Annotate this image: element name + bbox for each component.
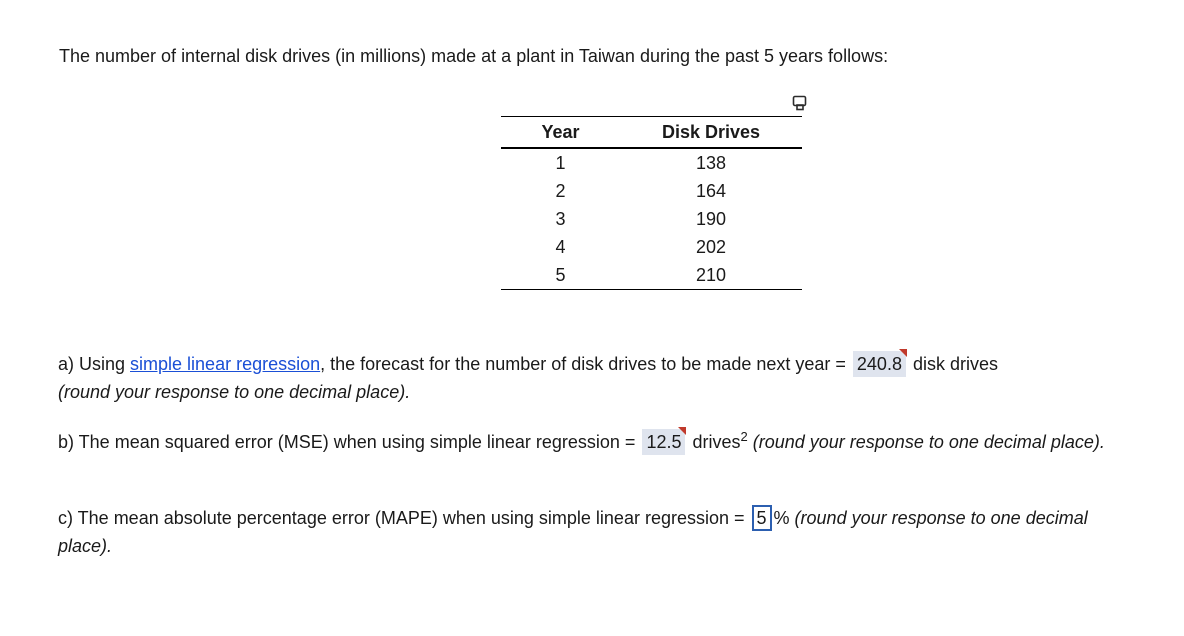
problem-statement: The number of internal disk drives (in millions) made at a plant in Taiwan during the past 5 years follows: — [59, 46, 889, 66]
mape-input[interactable]: 5 — [752, 505, 772, 531]
question-b-unit-exponent: 2 — [740, 429, 748, 444]
forecast-answer-value: 240.8 — [856, 354, 902, 374]
table-row — [501, 177, 802, 205]
question-b-unit: drives — [687, 432, 741, 452]
mse-answer[interactable] — [642, 429, 685, 455]
question-c-hint: (round your response to one decimal place). — [58, 508, 1088, 556]
cell-disk-drives: 190 — [695, 208, 727, 229]
question-b-hint: (round your response to one decimal place). — [747, 432, 1105, 452]
question-c — [58, 504, 1118, 560]
feedback-flag-icon — [678, 427, 686, 435]
question-b-prefix: b) The mean squared error (MSE) when using simple linear regression = — [58, 432, 641, 452]
disk-drives-table — [501, 116, 802, 290]
copy-icon[interactable] — [792, 95, 808, 111]
table-row — [501, 233, 802, 261]
cell-year: 3 — [555, 208, 566, 229]
feedback-flag-icon — [899, 349, 907, 357]
cell-year: 2 — [555, 180, 566, 201]
question-b — [58, 428, 1118, 456]
table-row — [501, 261, 802, 290]
question-a-hint: (round your response to one decimal place). — [58, 382, 411, 402]
question-a-unit: disk drives — [907, 354, 998, 374]
cell-year: 4 — [555, 236, 566, 257]
cell-year: 5 — [501, 261, 620, 290]
cell-disk-drives: 138 — [695, 152, 727, 173]
table-row — [501, 205, 802, 233]
table-row — [501, 148, 802, 177]
header-year: Year — [501, 117, 620, 149]
cell-year: 1 — [555, 152, 566, 173]
header-disk-drives: Disk Drives — [620, 117, 802, 149]
question-a-prefix: a) Using — [58, 354, 131, 374]
cell-disk-drives: 202 — [695, 236, 727, 257]
question-c-prefix: c) The mean absolute percentage error (MAPE) when using simple linear regression = — [58, 508, 750, 528]
simple-linear-regression-link[interactable]: simple linear regression — [130, 354, 321, 374]
cell-disk-drives: 210 — [620, 261, 802, 290]
question-c-unit: % — [773, 508, 790, 528]
table-header-row — [501, 117, 802, 149]
question-a — [58, 350, 1118, 406]
question-a-text: , the forecast for the number of disk drives to be made next year = — [320, 354, 851, 374]
mse-answer-value: 12.5 — [646, 432, 682, 452]
forecast-answer[interactable] — [853, 351, 906, 377]
cell-disk-drives: 164 — [695, 180, 727, 201]
